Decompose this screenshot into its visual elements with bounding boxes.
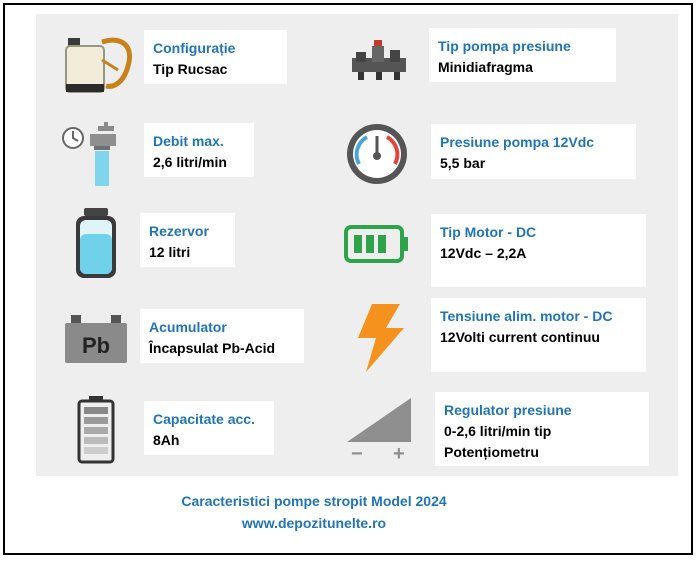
spec-value-2: Potențiometru (444, 444, 539, 460)
spec-tip-pompa (429, 28, 616, 82)
spec-title: Regulator presiune (444, 402, 572, 418)
spec-title: Capacitate acc. (153, 411, 255, 427)
tank-icon (74, 208, 118, 280)
spec-capacitate (144, 401, 274, 455)
spec-title: Tensiune alim. motor - DC (440, 308, 613, 324)
gauge-icon (345, 122, 409, 186)
spec-value: 0-2,6 litri/min tip (444, 423, 552, 439)
battery-icon (344, 225, 410, 263)
spec-presiune (431, 124, 636, 179)
spec-title: Tip pompa presiune (438, 38, 571, 54)
spec-value: 12Volti current continuu (440, 329, 600, 345)
spec-title: Debit max. (153, 133, 224, 149)
spec-tensiune (431, 298, 646, 372)
spec-value: 2,6 litri/min (153, 154, 227, 170)
spec-regulator (435, 392, 649, 466)
spec-title: Acumulator (149, 319, 227, 335)
spec-value: 12Vdc – 2,2A (440, 245, 527, 261)
spec-configuratie (144, 30, 287, 84)
lead-acid-battery-icon (63, 313, 129, 365)
spec-debit (144, 123, 254, 177)
spec-title: Presiune pompa 12Vdc (440, 134, 595, 150)
spec-motor (431, 214, 646, 287)
spec-title: Tip Motor - DC (440, 224, 537, 240)
spec-acumulator (140, 309, 304, 363)
spec-value: Încapsulat Pb-Acid (149, 340, 276, 356)
footer-website: www.depozitunelte.ro (241, 515, 387, 531)
spec-title: Rezervor (149, 223, 209, 239)
slider-icon (345, 398, 413, 462)
lightning-icon (352, 304, 408, 372)
pump-icon (350, 40, 408, 82)
footer-title: Caracteristici pompe stropit Model 2024 (181, 493, 447, 509)
faucet-clock-icon (60, 120, 126, 188)
minus-label: − (351, 443, 363, 462)
spec-value: Tip Rucsac (153, 61, 228, 77)
plus-label: + (393, 443, 405, 462)
pb-label: Pb (81, 333, 111, 358)
battery-level-icon (76, 396, 116, 464)
spec-value: 12 litri (149, 244, 191, 260)
spec-title: Configurație (153, 40, 236, 56)
spec-value: 8Ah (153, 432, 180, 448)
spec-rezervor (140, 213, 235, 267)
spec-value: Minidiafragma (438, 59, 533, 75)
spec-value: 5,5 bar (440, 155, 486, 171)
backpack-sprayer-icon (62, 30, 132, 96)
